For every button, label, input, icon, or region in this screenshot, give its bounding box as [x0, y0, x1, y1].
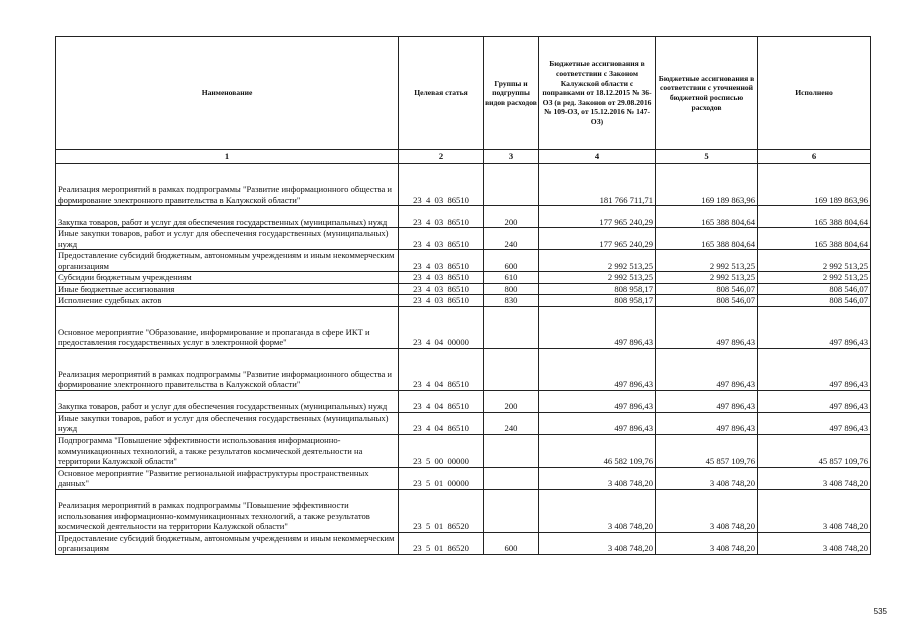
row-code: 23 4 03 86510: [399, 228, 484, 250]
row-name: Реализация мероприятий в рамках подпрограммы "Развитие информационного общества и формирование электронного правительства в Калужской области": [56, 164, 399, 206]
column-number: 4: [539, 150, 656, 164]
row-schedule-amount: 165 388 804,64: [656, 228, 758, 250]
row-group: 240: [484, 228, 539, 250]
row-name: Субсидии бюджетным учреждениям: [56, 272, 399, 284]
table-row: [56, 206, 871, 228]
table-row: [56, 532, 871, 554]
row-law-amount: 2 992 513,25: [539, 250, 656, 272]
row-group: 800: [484, 283, 539, 295]
row-schedule-amount: 3 408 748,20: [656, 489, 758, 532]
table-row: [56, 164, 871, 206]
table-row: [56, 228, 871, 250]
row-code: 23 4 03 86510: [399, 295, 484, 307]
row-done-amount: 165 388 804,64: [758, 206, 871, 228]
row-group: [484, 467, 539, 489]
row-law-amount: 3 408 748,20: [539, 532, 656, 554]
row-schedule-amount: 169 189 863,96: [656, 164, 758, 206]
row-done-amount: 808 546,07: [758, 295, 871, 307]
row-name: Предоставление субсидий бюджетным, автономным учреждениям и иным некоммерческим организациям: [56, 250, 399, 272]
row-law-amount: 177 965 240,29: [539, 228, 656, 250]
header-schedule: Бюджетные ассигнования в соответствии с уточненной бюджетной росписью расходов: [656, 37, 758, 150]
row-group: 830: [484, 295, 539, 307]
header-law: Бюджетные ассигнования в соответствии с Законом Калужской области с поправками от 18.12.2015 № 36-ОЗ (в ред. Законов от 29.08.2016 № 109-ОЗ, от 15.12.2016 № 147-ОЗ): [539, 37, 656, 150]
row-done-amount: 169 189 863,96: [758, 164, 871, 206]
row-schedule-amount: 808 546,07: [656, 295, 758, 307]
table-row: [56, 434, 871, 467]
row-done-amount: 165 388 804,64: [758, 228, 871, 250]
row-done-amount: 3 408 748,20: [758, 489, 871, 532]
row-name: Иные закупки товаров, работ и услуг для обеспечения государственных (муниципальных) нужд: [56, 412, 399, 434]
row-schedule-amount: 45 857 109,76: [656, 434, 758, 467]
row-law-amount: 497 896,43: [539, 390, 656, 412]
row-schedule-amount: 497 896,43: [656, 412, 758, 434]
header-row: [56, 37, 871, 150]
row-law-amount: 3 408 748,20: [539, 489, 656, 532]
row-group: 600: [484, 250, 539, 272]
table-row: [56, 250, 871, 272]
row-name: Иные бюджетные ассигнования: [56, 283, 399, 295]
table-row: [56, 412, 871, 434]
table-row: [56, 306, 871, 348]
row-name: Основное мероприятие "Образование, информирование и пропаганда в сфере ИКТ и предоставления государственных услуг в электронной форме": [56, 306, 399, 348]
row-law-amount: 808 958,17: [539, 295, 656, 307]
row-code: 23 4 03 86510: [399, 164, 484, 206]
header-done: Исполнено: [758, 37, 871, 150]
column-number: 5: [656, 150, 758, 164]
table-row: [56, 295, 871, 307]
row-done-amount: 2 992 513,25: [758, 250, 871, 272]
row-done-amount: 3 408 748,20: [758, 532, 871, 554]
row-law-amount: 497 896,43: [539, 412, 656, 434]
row-law-amount: 3 408 748,20: [539, 467, 656, 489]
row-law-amount: 497 896,43: [539, 348, 656, 390]
row-done-amount: 2 992 513,25: [758, 272, 871, 284]
row-name: Закупка товаров, работ и услуг для обеспечения государственных (муниципальных) нужд: [56, 206, 399, 228]
row-name: Реализация мероприятий в рамках подпрограммы "Развитие информационного общества и формирование электронного правительства в Калужской области": [56, 348, 399, 390]
row-schedule-amount: 497 896,43: [656, 348, 758, 390]
row-code: 23 4 04 00000: [399, 306, 484, 348]
column-number: 1: [56, 150, 399, 164]
header-group: Группы и подгруппы видов расходов: [484, 37, 539, 150]
table-row: [56, 283, 871, 295]
column-number: 6: [758, 150, 871, 164]
row-done-amount: 497 896,43: [758, 412, 871, 434]
row-group: [484, 306, 539, 348]
row-name: Закупка товаров, работ и услуг для обеспечения государственных (муниципальных) нужд: [56, 390, 399, 412]
row-schedule-amount: 165 388 804,64: [656, 206, 758, 228]
row-done-amount: 808 546,07: [758, 283, 871, 295]
row-group: 610: [484, 272, 539, 284]
row-code: 23 4 03 86510: [399, 206, 484, 228]
table-body: [56, 164, 871, 555]
row-schedule-amount: 3 408 748,20: [656, 467, 758, 489]
row-name: Основное мероприятие "Развитие региональной инфраструктуры пространственных данных": [56, 467, 399, 489]
row-code: 23 4 04 86510: [399, 348, 484, 390]
row-schedule-amount: 2 992 513,25: [656, 250, 758, 272]
row-code: 23 5 01 86520: [399, 532, 484, 554]
row-law-amount: 46 582 109,76: [539, 434, 656, 467]
row-code: 23 4 03 86510: [399, 283, 484, 295]
table-row: [56, 348, 871, 390]
row-law-amount: 2 992 513,25: [539, 272, 656, 284]
row-name: Подпрограмма "Повышение эффективности использования информационно-коммуникационных технологий, а также результатов космической деятельности на территории Калужской области": [56, 434, 399, 467]
header-name: Наименование: [56, 37, 399, 150]
row-schedule-amount: 2 992 513,25: [656, 272, 758, 284]
row-group: 240: [484, 412, 539, 434]
row-law-amount: 808 958,17: [539, 283, 656, 295]
table-row: [56, 489, 871, 532]
row-name: Исполнение судебных актов: [56, 295, 399, 307]
table-row: [56, 272, 871, 284]
row-code: 23 5 00 00000: [399, 434, 484, 467]
row-schedule-amount: 497 896,43: [656, 306, 758, 348]
page-number: 535: [873, 607, 887, 616]
row-code: 23 4 04 86510: [399, 412, 484, 434]
row-name: Иные закупки товаров, работ и услуг для обеспечения государственных (муниципальных) нужд: [56, 228, 399, 250]
table-row: [56, 390, 871, 412]
row-done-amount: 497 896,43: [758, 390, 871, 412]
header-code: Целевая статья: [399, 37, 484, 150]
row-group: 200: [484, 206, 539, 228]
row-code: 23 4 04 86510: [399, 390, 484, 412]
row-group: [484, 489, 539, 532]
row-group: [484, 434, 539, 467]
row-law-amount: 181 766 711,71: [539, 164, 656, 206]
row-group: [484, 164, 539, 206]
row-schedule-amount: 808 546,07: [656, 283, 758, 295]
table-row: [56, 467, 871, 489]
budget-table: [55, 36, 871, 555]
column-number: 2: [399, 150, 484, 164]
row-code: 23 5 01 00000: [399, 467, 484, 489]
row-code: 23 4 03 86510: [399, 250, 484, 272]
column-number: 3: [484, 150, 539, 164]
row-code: 23 4 03 86510: [399, 272, 484, 284]
row-code: 23 5 01 86520: [399, 489, 484, 532]
row-law-amount: 177 965 240,29: [539, 206, 656, 228]
row-name: Реализация мероприятий в рамках подпрограммы "Повышение эффективности использования информационно-коммуникационных технологий, а также результатов космической деятельности на территории Калужской области": [56, 489, 399, 532]
row-name: Предоставление субсидий бюджетным, автономным учреждениям и иным некоммерческим организациям: [56, 532, 399, 554]
row-done-amount: 45 857 109,76: [758, 434, 871, 467]
row-group: [484, 348, 539, 390]
row-done-amount: 497 896,43: [758, 348, 871, 390]
column-number-row: [56, 150, 871, 164]
row-done-amount: 497 896,43: [758, 306, 871, 348]
row-done-amount: 3 408 748,20: [758, 467, 871, 489]
row-group: 200: [484, 390, 539, 412]
row-schedule-amount: 3 408 748,20: [656, 532, 758, 554]
row-law-amount: 497 896,43: [539, 306, 656, 348]
row-group: 600: [484, 532, 539, 554]
row-schedule-amount: 497 896,43: [656, 390, 758, 412]
